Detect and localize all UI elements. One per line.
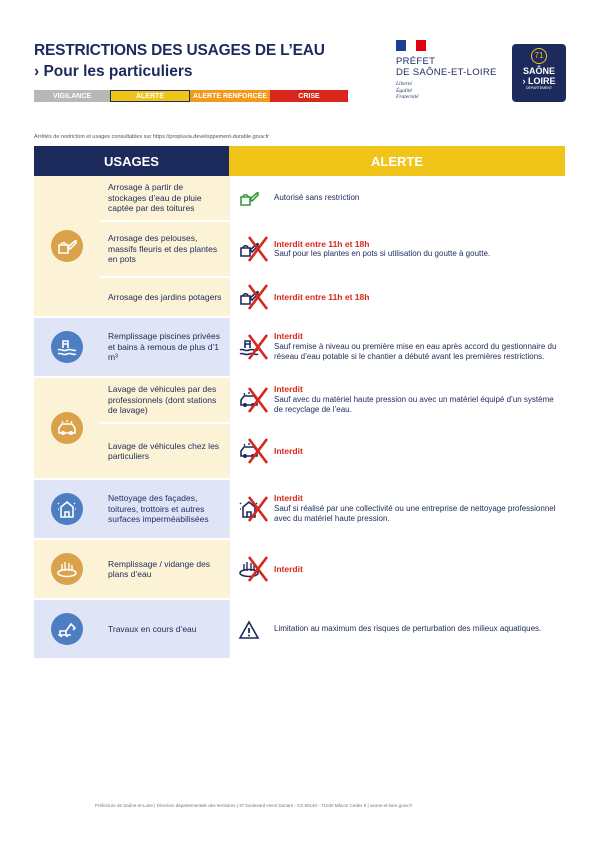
alerte-cell <box>229 278 565 316</box>
prefet-label <box>396 56 497 78</box>
watering-can-icon <box>236 184 274 212</box>
watering-can-icon <box>51 230 83 262</box>
alerte-cell <box>229 378 565 422</box>
page-subtitle: › Pour les particuliers <box>34 63 193 80</box>
group-icon-cell <box>34 600 100 658</box>
facade-cleaning-icon <box>236 495 274 523</box>
restriction-label: Interdit entre 11h et 18h <box>274 291 370 302</box>
pond-icon <box>236 555 274 583</box>
alerte-cell <box>229 176 565 220</box>
restriction-label: Interdit <box>274 563 303 574</box>
usage-cell: Remplissage piscines privées et bains à remous de plus d’1 m³ <box>100 318 229 376</box>
marianne-flag-icon <box>396 40 426 51</box>
table-row <box>100 600 565 658</box>
department-badge: 71 <box>531 48 547 64</box>
restriction-detail: Sauf pour les plantes en pots si utilisation du goutte à goutte. <box>274 249 491 258</box>
table-row <box>100 318 565 376</box>
usage-cell: Nettoyage des façades, toitures, trottoirs et autres surfaces imperméabilisées <box>100 480 229 538</box>
level-crise: CRISE <box>270 90 348 102</box>
car-wash-icon <box>236 437 274 465</box>
alerte-text <box>274 384 559 416</box>
table-row <box>100 422 565 478</box>
group-icon-cell <box>34 318 100 376</box>
restriction-label: Interdit <box>274 493 303 504</box>
car-wash-icon <box>236 386 274 414</box>
alerte-cell <box>229 600 565 658</box>
alerte-cell <box>229 222 565 276</box>
usage-cell: Arrosage à partir de stockages d’eau de pluie captée par des toitures <box>100 176 229 220</box>
header-alerte: ALERTE <box>229 146 565 176</box>
level-alerte-renforcee: ALERTE RENFORCÉE <box>190 90 270 102</box>
pool-icon <box>236 333 274 361</box>
pool-icon <box>51 331 83 363</box>
dept-line3: DÉPARTEMENT <box>525 86 553 90</box>
usage-cell: Arrosage des jardins potagers <box>100 278 229 316</box>
table-row <box>100 540 565 598</box>
restrictions-table <box>34 146 565 660</box>
alerte-text <box>274 331 559 363</box>
car-wash-icon <box>51 412 83 444</box>
header-usages: USAGES <box>34 146 229 176</box>
department-logo <box>512 44 566 102</box>
warning-icon <box>236 615 274 643</box>
restriction-detail: Limitation au maximum des risques de perturbation des milieux aquatiques. <box>274 623 542 633</box>
usage-group <box>34 378 565 480</box>
usage-group <box>34 176 565 318</box>
cross-icon <box>246 333 270 361</box>
page-title: RESTRICTIONS DES USAGES DE L’EAU <box>34 42 325 59</box>
group-icon-cell <box>34 480 100 538</box>
alerte-text <box>274 193 359 204</box>
alerte-text <box>274 446 303 457</box>
alerte-text <box>274 564 303 575</box>
watering-can-icon <box>236 283 274 311</box>
motto-3: Fraternité <box>396 94 419 100</box>
alerte-cell <box>229 540 565 598</box>
cross-icon <box>246 386 270 414</box>
group-icon-cell <box>34 540 100 598</box>
dept-line2: › LOIRE <box>522 76 556 86</box>
restriction-label: Interdit <box>274 384 303 395</box>
restriction-label: Interdit <box>274 331 303 342</box>
table-row <box>100 276 565 316</box>
alerte-cell <box>229 480 565 538</box>
restriction-detail: Sauf avec du matériel haute pression ou avec un matériel équipé d’un système de recyclage de l’eau. <box>274 394 554 415</box>
group-icon-cell <box>34 378 100 478</box>
usage-cell: Remplissage / vidange des plans d’eau <box>100 540 229 598</box>
alerte-cell <box>229 318 565 376</box>
republic-motto <box>396 81 419 101</box>
prefet-line1: PRÉFET <box>396 56 436 67</box>
restriction-detail: Autorisé sans restriction <box>274 192 360 202</box>
table-row <box>100 176 565 220</box>
usage-cell: Lavage de véhicules par des professionnels (dont stations de lavage) <box>100 378 229 422</box>
motto-1: Liberté <box>396 81 412 87</box>
alert-levels-bar <box>34 90 348 102</box>
excavator-icon <box>51 613 83 645</box>
restriction-label: Interdit entre 11h et 18h <box>274 238 370 249</box>
facade-cleaning-icon <box>51 493 83 525</box>
alerte-cell <box>229 424 565 478</box>
prefet-line2: DE SAÔNE-ET-LOIRE <box>396 67 497 78</box>
cross-icon <box>246 235 270 263</box>
usage-group <box>34 318 565 378</box>
watering-can-icon <box>236 235 274 263</box>
table-row <box>100 220 565 276</box>
alerte-text <box>274 493 559 525</box>
restriction-detail: Sauf si réalisé par une collectivité ou une entreprise de nettoyage professionnel avec du matériel haute pression. <box>274 503 556 524</box>
table-header <box>34 146 565 176</box>
table-row <box>100 378 565 422</box>
usage-group <box>34 480 565 540</box>
arrete-note: Arrêtés de restriction et usages consultables sur https://propluvia.developpement-durable.gouv.fr <box>34 134 269 140</box>
dept-line1: SAÔNE <box>522 66 555 76</box>
alerte-text <box>274 239 490 260</box>
cross-icon <box>246 283 270 311</box>
usage-group <box>34 600 565 660</box>
group-icon-cell <box>34 176 100 316</box>
page-footer: Préfecture de Saône-et-Loire | Direction départementale des territoires | 37 boulevard Henri Dunant - CS 80140 - 71040 Mâcon Cedex 9 | saone-et-loire.gouv.fr <box>95 803 413 808</box>
alerte-text <box>274 292 369 303</box>
cross-icon <box>246 437 270 465</box>
restriction-detail: Sauf remise à niveau ou première mise en eau après accord du gestionnaire du réseau d’eau potable si le chantier a débuté avant les premières restrictions. <box>274 341 557 362</box>
restriction-label: Interdit <box>274 445 303 456</box>
alerte-text <box>274 624 541 635</box>
table-row <box>100 480 565 538</box>
usage-cell: Travaux en cours d’eau <box>100 600 229 658</box>
usage-cell: Arrosage des pelouses, massifs fleuris et des plantes en pots <box>100 222 229 276</box>
cross-icon <box>246 555 270 583</box>
pond-icon <box>51 553 83 585</box>
usage-cell: Lavage de véhicules chez les particuliers <box>100 424 229 478</box>
usage-group <box>34 540 565 600</box>
cross-icon <box>246 495 270 523</box>
motto-2: Égalité <box>396 87 412 94</box>
level-alerte: ALERTE <box>110 90 190 102</box>
level-vigilance: VIGILANCE <box>34 90 110 102</box>
